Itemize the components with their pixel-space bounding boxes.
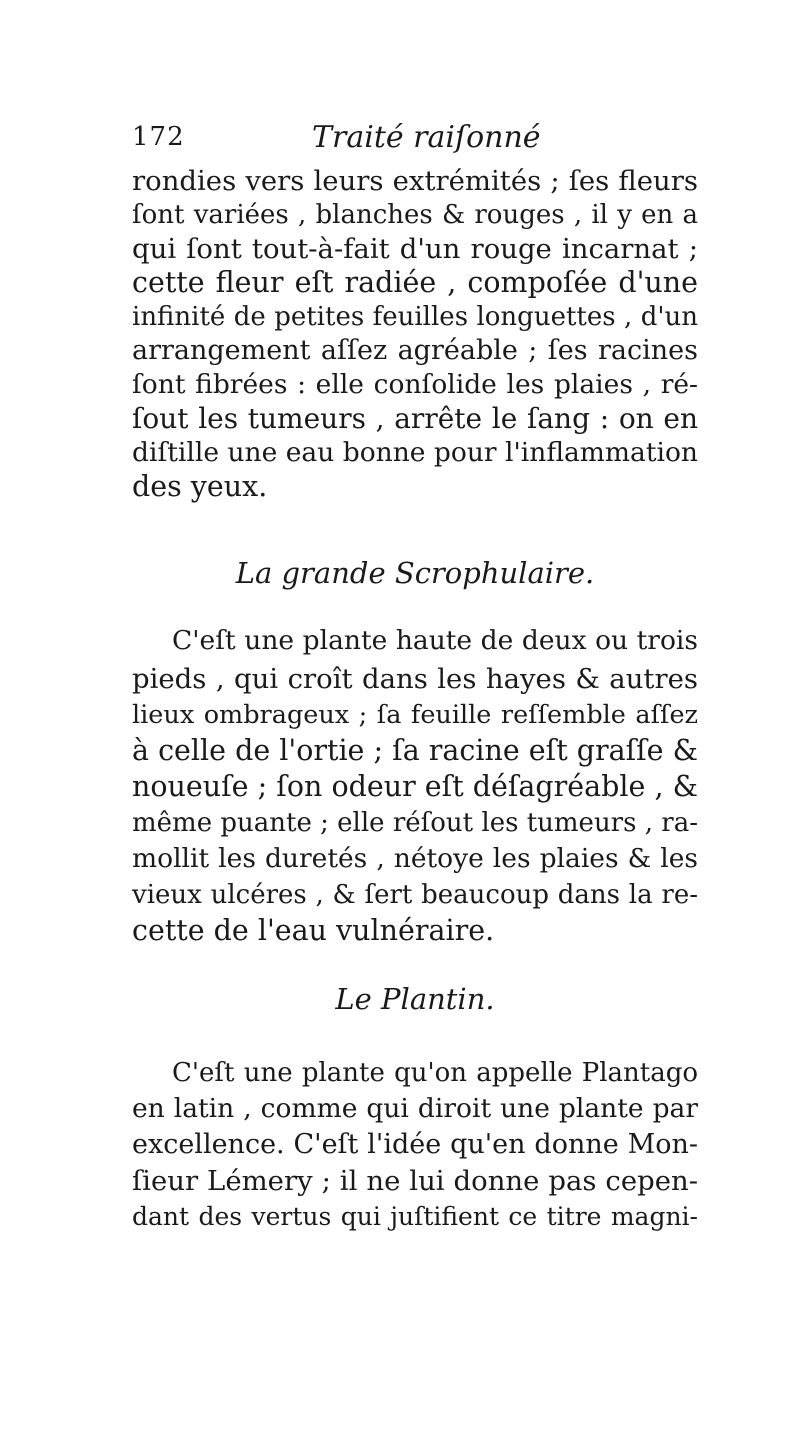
text-line: noueuſe ; ſon odeur eſt déſagréable , & (132, 770, 698, 803)
text-line: infinité de petites feuilles longuettes , d'un (132, 302, 698, 332)
text-line: arrangement aſſez agréable ; ſes racines (132, 335, 698, 366)
text-line: vieux ulcéres , & ſert beaucoup dans la re- (132, 880, 698, 910)
text-line: qui ſont tout-à-fait d'un rouge incarnat ; (132, 233, 698, 265)
text-line: ſout les tumeurs , arrête le ſang : on en (132, 402, 698, 435)
text-line: rondies vers leurs extrémités ; ſes fleurs (132, 165, 698, 197)
text-line: en latin , comme qui diroit une plante par (132, 1093, 698, 1124)
text-line: pieds , qui croît dans les hayes & autres (132, 663, 698, 695)
text-line: C'eſt une plante qu'on appelle Plantago (172, 1058, 698, 1088)
text-line: même puante ; elle réſout les tumeurs , ra- (132, 808, 698, 838)
running-title: Traité raiſonné (312, 120, 541, 155)
text-line: diſtille une eau bonne pour l'inflammation (132, 437, 698, 468)
text-line: C'eſt une plante haute de deux ou trois (172, 625, 698, 656)
text-line: mollit les duretés , nétoye les plaies & les (132, 843, 698, 874)
text-line: ſieur Lémery ; il ne lui donne pas cepen- (132, 1165, 698, 1197)
text-line: cette de l'eau vulnéraire. (132, 914, 495, 947)
text-line: des yeux. (132, 470, 268, 503)
text-line: ſont variées , blanches & rouges , il y en a (132, 200, 698, 230)
text-line: lieux ombrageux ; ſa feuille reſſemble aſſez (132, 700, 698, 730)
text-line: à celle de l'ortie ; ſa racine eſt graſſe & (132, 734, 698, 767)
text-line: dant des vertus qui juſtifient ce titre magni- (132, 1202, 698, 1231)
section-heading-plantin: Le Plantin. (335, 982, 495, 1016)
section-heading-scrophulaire: La grande Scrophulaire. (235, 556, 595, 590)
text-line: excellence. C'eſt l'idée qu'en donne Mon- (132, 1129, 698, 1160)
running-head (132, 122, 692, 162)
page-number: 172 (132, 122, 185, 152)
text-line: ſont fibrées : elle conſolide les plaies , ré- (132, 369, 698, 400)
text-line: cette fleur eſt radiée , compoſée d'une (132, 266, 698, 299)
